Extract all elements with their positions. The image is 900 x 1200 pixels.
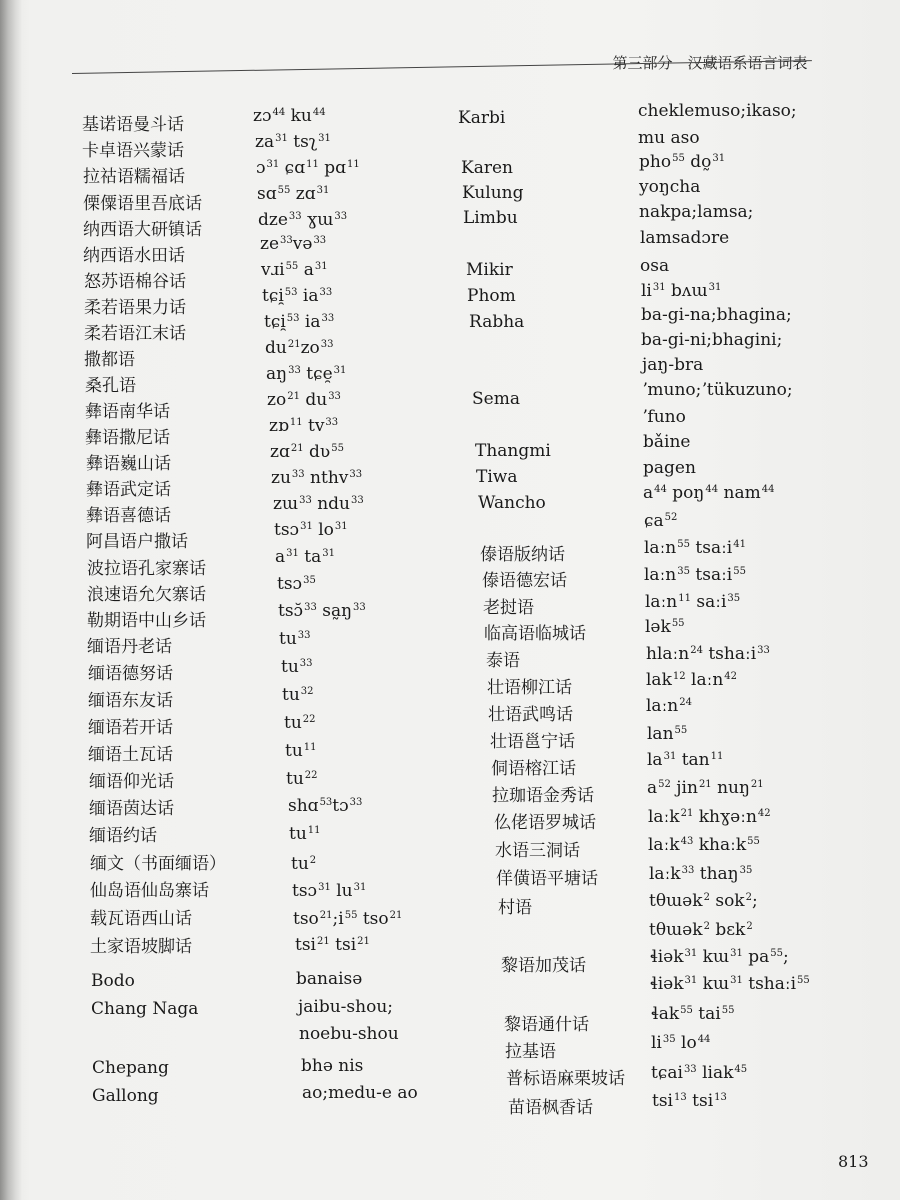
word-form: $a^{31}$ $ta^{31}$ — [275, 547, 335, 567]
dialect-name: 村语 — [498, 898, 532, 918]
tone-number: 55 — [672, 153, 685, 164]
tone-number: 35 — [739, 865, 753, 876]
tone-number: 21 — [290, 443, 304, 454]
dialect-name: 彝语南华话 — [85, 402, 170, 422]
dialect-name: 土家语坡脚话 — [90, 937, 192, 957]
word-form: tɕi̯$^{53}$ $ia^{33}$ — [262, 286, 333, 306]
word-form: banaisə — [296, 969, 363, 989]
dialect-name: Kulung — [462, 183, 524, 203]
tone-number: 55 — [285, 261, 299, 272]
word-form: bǎine — [643, 432, 691, 452]
tone-number: 53 — [284, 287, 298, 298]
dialect-name: 载瓦语西山话 — [90, 909, 192, 929]
book-spine-shadow — [0, 0, 22, 1200]
tone-number: 31 — [318, 133, 331, 144]
tone-number: 33 — [320, 339, 334, 350]
word-form: $ze^{33}və^{33}$ — [260, 234, 327, 254]
dialect-name: 彝语武定话 — [86, 480, 171, 500]
tone-number: 31 — [286, 548, 299, 559]
dialect-name: 缅语土瓦话 — [88, 745, 173, 765]
word-form: zɒ$^{11}$ $tv^{33}$ — [269, 416, 339, 436]
tone-number: 21 — [357, 936, 370, 947]
dialect-name: 纳西语大研镇话 — [83, 220, 202, 240]
tone-number: 31 — [730, 948, 743, 959]
tone-number: 33 — [288, 211, 302, 222]
tone-number: 43 — [680, 836, 694, 847]
word-form: ʼfuno — [642, 407, 686, 427]
tone-number: 55 — [770, 948, 783, 959]
tone-number: 21 — [750, 779, 764, 790]
word-form: laːn$^{11}$ saːi$^{35}$ — [645, 592, 741, 612]
word-form: $li^{31}$ bʌɯ$^{31}$ — [641, 281, 722, 301]
dialect-name: 拉祜语糯福话 — [83, 167, 185, 187]
tone-number: 55 — [277, 185, 291, 196]
word-form: $tso^{21};i^{55}$ tso$^{21}$ — [293, 909, 403, 929]
dialect-name: 黎语加茂话 — [501, 956, 586, 976]
tone-number: 31 — [314, 261, 328, 272]
word-form: ɔ$^{31}$ ɕɑ$^{11}$ pɑ$^{11}$ — [256, 158, 360, 178]
dialect-name: Limbu — [463, 208, 518, 228]
dialect-name: 傣语德宏话 — [482, 571, 567, 591]
word-form: ao;medu-e ao — [302, 1083, 418, 1103]
dialect-name: Karbi — [458, 108, 506, 128]
dialect-name: 缅语约话 — [89, 826, 157, 846]
dialect-name: 缅文（书面缅语） — [90, 854, 226, 874]
dialect-name: 缅语仰光话 — [89, 772, 174, 792]
tone-number: 21 — [287, 391, 300, 402]
tone-number: 44 — [272, 107, 286, 118]
word-form: $tu^{22}$ — [284, 713, 316, 733]
tone-number: 55 — [733, 566, 746, 577]
word-form: laːn$^{55}$ tsaːi$^{41}$ — [644, 538, 746, 558]
word-form: $a^{52}$ jin$^{21}$ nuŋ$^{21}$ — [647, 778, 764, 798]
tone-number: 52 — [658, 779, 671, 790]
tone-number: 33 — [299, 495, 312, 506]
tone-number: 2 — [703, 921, 710, 932]
word-form: noebu-shou — [299, 1024, 399, 1044]
tone-number: 2 — [745, 892, 752, 903]
tone-number: 33 — [299, 658, 313, 669]
dialect-name: 傈僳语里吾底话 — [83, 194, 202, 214]
word-form: tɕai$^{33}$ liak$^{45}$ — [651, 1063, 748, 1083]
dialect-name: 侗语榕江话 — [491, 759, 576, 779]
dialect-name: 壮语柳江话 — [487, 678, 572, 698]
tone-number: 55 — [797, 975, 810, 986]
word-form: $za^{31}$ tsʅ$^{31}$ — [255, 132, 331, 152]
tone-number: 33 — [280, 235, 293, 246]
tone-number: 33 — [334, 211, 348, 222]
tone-number: 11 — [678, 593, 691, 604]
tone-number: 31 — [652, 282, 666, 293]
tone-number: 11 — [346, 159, 360, 170]
tone-number: 13 — [674, 1092, 687, 1103]
dialect-name: Sema — [472, 389, 520, 409]
tone-number: 31 — [730, 975, 743, 986]
page-number: 813 — [838, 1152, 869, 1171]
word-form: $zo^{21}$ $du^{33}$ — [267, 390, 341, 410]
tone-number: 31 — [266, 159, 280, 170]
word-form: lək$^{55}$ — [645, 617, 685, 637]
tone-number: 11 — [303, 742, 317, 753]
dialect-name: 彝语巍山话 — [86, 454, 171, 474]
word-form: laːk$^{21}$ khɣəːn$^{42}$ — [648, 807, 771, 827]
tone-number: 44 — [312, 107, 326, 118]
dialect-name: 临高语临城话 — [484, 624, 586, 644]
word-form: tθɯək$^2$ sok$^2$; — [649, 891, 758, 911]
tone-number: 31 — [684, 948, 698, 959]
dialect-name: 缅语东友话 — [88, 691, 173, 711]
word-form: ʼmuno;ʼtükuzuno; — [642, 380, 793, 400]
word-form: $aŋ^{33}$ tɕe̯$^{31}$ — [266, 364, 347, 384]
tone-number: 22 — [302, 714, 316, 725]
word-form: cheklemuso;ikaso; — [638, 101, 797, 121]
word-form: lak$^{12}$ laːn$^{42}$ — [646, 670, 737, 690]
word-form: $a^{44}$ poŋ$^{44}$ nam$^{44}$ — [643, 483, 775, 503]
tone-number: 31 — [334, 521, 348, 532]
dialect-name: Rabha — [469, 312, 525, 332]
dialect-name: 泰语 — [486, 651, 520, 671]
word-form: $tu^{33}$ — [279, 629, 311, 649]
word-form: jaŋ-bra — [642, 355, 704, 375]
word-form: tɕi̯$^{53}$ $ia^{33}$ — [264, 312, 335, 332]
tone-number: 11 — [306, 159, 319, 170]
tone-number: 42 — [724, 671, 737, 682]
dialect-name: Phom — [467, 286, 516, 306]
word-form: $la^{31}$ $\tan^{11}$ — [647, 750, 724, 770]
dialect-name: 勒期语中山乡话 — [87, 611, 206, 631]
tone-number: 35 — [727, 593, 741, 604]
running-head: 第三部分 汉藏语系语言词表 — [612, 54, 808, 72]
tone-number: 55 — [680, 1005, 693, 1016]
tone-number: 41 — [733, 539, 746, 550]
dialect-name: 普标语麻栗坡话 — [506, 1069, 625, 1089]
word-form: tsi$^{13}$ tsi$^{13}$ — [652, 1091, 727, 1111]
dialect-name: 柔若语果力话 — [84, 298, 186, 318]
word-form: $tu^{33}$ — [281, 657, 313, 677]
dialect-name: Karen — [461, 158, 513, 178]
tone-number: 22 — [304, 770, 318, 781]
tone-number: 21 — [319, 910, 333, 921]
tone-number: 55 — [674, 725, 688, 736]
tone-number: 35 — [677, 566, 690, 577]
word-form: zɑ$^{21}$ dʋ$^{55}$ — [270, 442, 344, 462]
tone-number: 33 — [349, 469, 363, 480]
tone-number: 52 — [664, 512, 678, 523]
word-form: $tu^{22}$ — [286, 769, 318, 789]
tone-number: 31 — [316, 185, 330, 196]
tone-number: 33 — [291, 469, 305, 480]
tone-number: 55 — [677, 539, 690, 550]
tone-number: 13 — [714, 1092, 727, 1103]
word-form: $tu^2$ — [291, 854, 317, 874]
tone-number: 33 — [683, 1064, 697, 1075]
word-form: pagen — [643, 458, 696, 478]
dialect-name: Chepang — [92, 1058, 169, 1078]
word-form: yoŋcha — [639, 177, 701, 197]
dialect-name: 卡卓语兴蒙话 — [82, 141, 184, 161]
tone-number: 31 — [684, 975, 698, 986]
dialect-name: 纳西语水田话 — [83, 246, 185, 266]
dialect-name: 拉珈语金秀话 — [492, 786, 594, 806]
tone-number: 31 — [275, 133, 288, 144]
tone-number: 44 — [705, 484, 719, 495]
tone-number: 44 — [697, 1034, 711, 1045]
word-form: laːn$^{24}$ — [646, 696, 692, 716]
tone-number: 33 — [681, 865, 695, 876]
word-form: osa — [640, 256, 670, 276]
tone-number: 55 — [331, 443, 344, 454]
dialect-name: 缅语丹老话 — [87, 637, 172, 657]
word-form: tθɯək$^2$ bɛk$^2$ — [649, 920, 753, 940]
word-form: pho$^{55}$ do̰$^{31}$ — [639, 152, 726, 172]
dialect-name: Tiwa — [476, 467, 518, 487]
tone-number: 2 — [746, 921, 753, 932]
tone-number: 33 — [288, 365, 301, 376]
dialect-name: 缅语若开话 — [88, 718, 173, 738]
tone-number: 33 — [349, 797, 363, 808]
tone-number: 33 — [328, 391, 341, 402]
dialect-name: 壮语邕宁话 — [490, 732, 575, 752]
tone-number: 11 — [289, 417, 303, 428]
tone-number: 42 — [757, 808, 771, 819]
word-form: $zu^{33}$ nthv$^{33}$ — [271, 468, 363, 488]
tone-number: 33 — [313, 235, 327, 246]
tone-number: 55 — [344, 910, 358, 921]
tone-number: 35 — [662, 1034, 676, 1045]
word-form: zɔ$^{44}$ $ku^{44}$ — [253, 106, 326, 126]
dialect-name: 波拉语孔家寨话 — [87, 559, 206, 579]
dialect-name: Thangmi — [475, 441, 551, 461]
word-form: lamsadɔre — [640, 228, 730, 248]
dialect-name: Mikir — [466, 260, 513, 280]
dialect-name: 彝语撒尼话 — [85, 428, 170, 448]
tone-number: 33 — [321, 313, 335, 324]
tone-number: 33 — [325, 417, 339, 428]
tone-number: 21 — [317, 936, 330, 947]
tone-number: 33 — [351, 495, 364, 506]
tone-number: 31 — [663, 751, 677, 762]
tone-number: 21 — [680, 808, 694, 819]
tone-number: 53 — [286, 313, 300, 324]
word-form: nakpa;lamsa; — [639, 202, 754, 222]
tone-number: 44 — [761, 484, 775, 495]
dialect-name: 黎语通什话 — [504, 1015, 589, 1035]
dialect-name: 仙岛语仙岛寨话 — [90, 881, 209, 901]
dialect-name: 苗语枫香话 — [508, 1098, 593, 1118]
tone-number: 35 — [303, 575, 316, 586]
dialect-name: 缅语德努话 — [88, 664, 173, 684]
word-form: jaibu-shou; — [298, 997, 394, 1017]
word-form: $tu^{11}$ — [285, 741, 317, 761]
tone-number: 31 — [333, 365, 347, 376]
tone-number: 2 — [703, 892, 710, 903]
word-form: sɑ$^{55}$ zɑ$^{31}$ — [257, 184, 330, 204]
dialect-name: 基诺语曼斗话 — [82, 115, 184, 135]
word-form: lan$^{55}$ — [647, 724, 688, 744]
word-form: hlaːn$^{24}$ tshaːi$^{33}$ — [646, 644, 770, 664]
tone-number: 21 — [287, 339, 301, 350]
word-form: tsɔ$^{31}$ $lu^{31}$ — [292, 881, 367, 901]
word-form: shɑ$^{53}$tɔ$^{33}$ — [288, 796, 363, 816]
word-form: $tu^{32}$ — [282, 685, 314, 705]
tone-number: 24 — [679, 697, 692, 708]
tone-number: 24 — [690, 645, 703, 656]
word-form: zɯ$^{33}$ ndu$^{33}$ — [273, 494, 364, 514]
tone-number: 21 — [698, 779, 712, 790]
tone-number: 31 — [353, 882, 367, 893]
word-form: $du^{21}zo^{33}$ — [265, 338, 334, 358]
dialect-name: 傣语版纳话 — [480, 545, 565, 565]
tone-number: 33 — [319, 287, 333, 298]
word-form: ba-gi-ni;bhagini; — [641, 330, 783, 350]
word-form: ɕa$^{52}$ — [644, 511, 678, 531]
word-form: ɬiək$^{31}$ kɯ$^{31}$ $pa^{55}$; — [650, 947, 789, 967]
word-form: bhə nis — [301, 1056, 364, 1076]
dialect-name: 缅语茵达话 — [89, 799, 174, 819]
tone-number: 11 — [307, 825, 321, 836]
tone-number: 33 — [297, 630, 311, 641]
tone-number: 55 — [671, 618, 685, 629]
word-form: laːk$^{33}$ thaŋ$^{35}$ — [649, 864, 753, 884]
word-form: mu aso — [638, 128, 700, 148]
dialect-name: 佯僙语平塘话 — [496, 869, 598, 889]
tone-number: 44 — [654, 484, 667, 495]
tone-number: 12 — [672, 671, 686, 682]
tone-number: 55 — [747, 836, 760, 847]
dialect-name: Bodo — [91, 971, 135, 991]
dialect-name: 老挝语 — [483, 598, 534, 618]
dialect-name: 怒苏语棉谷话 — [84, 272, 186, 292]
word-form: $li^{35}$ $lo^{44}$ — [651, 1033, 711, 1053]
tone-number: 31 — [300, 521, 313, 532]
word-form: ɬiək$^{31}$ kɯ$^{31}$ tshaːi$^{55}$ — [650, 974, 810, 994]
dialect-name: Gallong — [92, 1086, 159, 1106]
tone-number: 31 — [318, 882, 331, 893]
word-form: tsi$^{21}$ tsi$^{21}$ — [295, 935, 370, 955]
word-form: ba-gi-na;bhagina; — [641, 305, 792, 325]
dialect-name: 彝语喜德话 — [86, 506, 171, 526]
tone-number: 11 — [710, 751, 724, 762]
tone-number: 21 — [389, 910, 403, 921]
tone-number: 53 — [319, 797, 333, 808]
dialect-name: 浪速语允欠寨话 — [87, 585, 206, 605]
dialect-name: 柔若语江末话 — [84, 324, 186, 344]
dialect-name: 撒都语 — [84, 350, 135, 370]
dialect-name: 拉基语 — [505, 1042, 556, 1062]
word-form: ɬak$^{55}$ tai$^{55}$ — [651, 1004, 735, 1024]
tone-number: 33 — [757, 645, 770, 656]
word-form: $tu^{11}$ — [289, 824, 321, 844]
tone-number: 31 — [322, 548, 335, 559]
tone-number: 31 — [712, 153, 726, 164]
word-form: laːk$^{43}$ khaːk$^{55}$ — [648, 835, 760, 855]
tone-number: 33 — [353, 602, 366, 613]
dialect-name: 阿昌语户撒话 — [86, 532, 188, 552]
word-form: tsɔ$^{35}$ — [277, 574, 316, 594]
dialect-name: 水语三洞话 — [495, 841, 580, 861]
tone-number: 2 — [309, 855, 317, 866]
dialect-name: Chang Naga — [91, 999, 199, 1019]
tone-number: 33 — [304, 602, 317, 613]
dialect-name: Wancho — [478, 493, 546, 513]
tone-number: 31 — [708, 282, 722, 293]
tone-number: 32 — [300, 686, 314, 697]
tone-number: 45 — [734, 1064, 748, 1075]
word-form: tsɔ$^{31}$ $lo^{31}$ — [274, 520, 348, 540]
tone-number: 55 — [721, 1005, 735, 1016]
word-form: dze$^{33}$ ɣɯ$^{33}$ — [258, 210, 348, 230]
word-form: tsɔ̆$^{33}$ $sa̰ŋ^{33}$ — [278, 601, 366, 621]
dialect-name: 桑孔语 — [85, 376, 136, 396]
word-form: laːn$^{35}$ tsaːi$^{55}$ — [644, 565, 746, 585]
dialect-name: 壮语武鸣话 — [488, 705, 573, 725]
dialect-name: 仫佬语罗城话 — [494, 813, 596, 833]
word-form: vɹi$^{55}$ $a^{31}$ — [261, 260, 328, 280]
